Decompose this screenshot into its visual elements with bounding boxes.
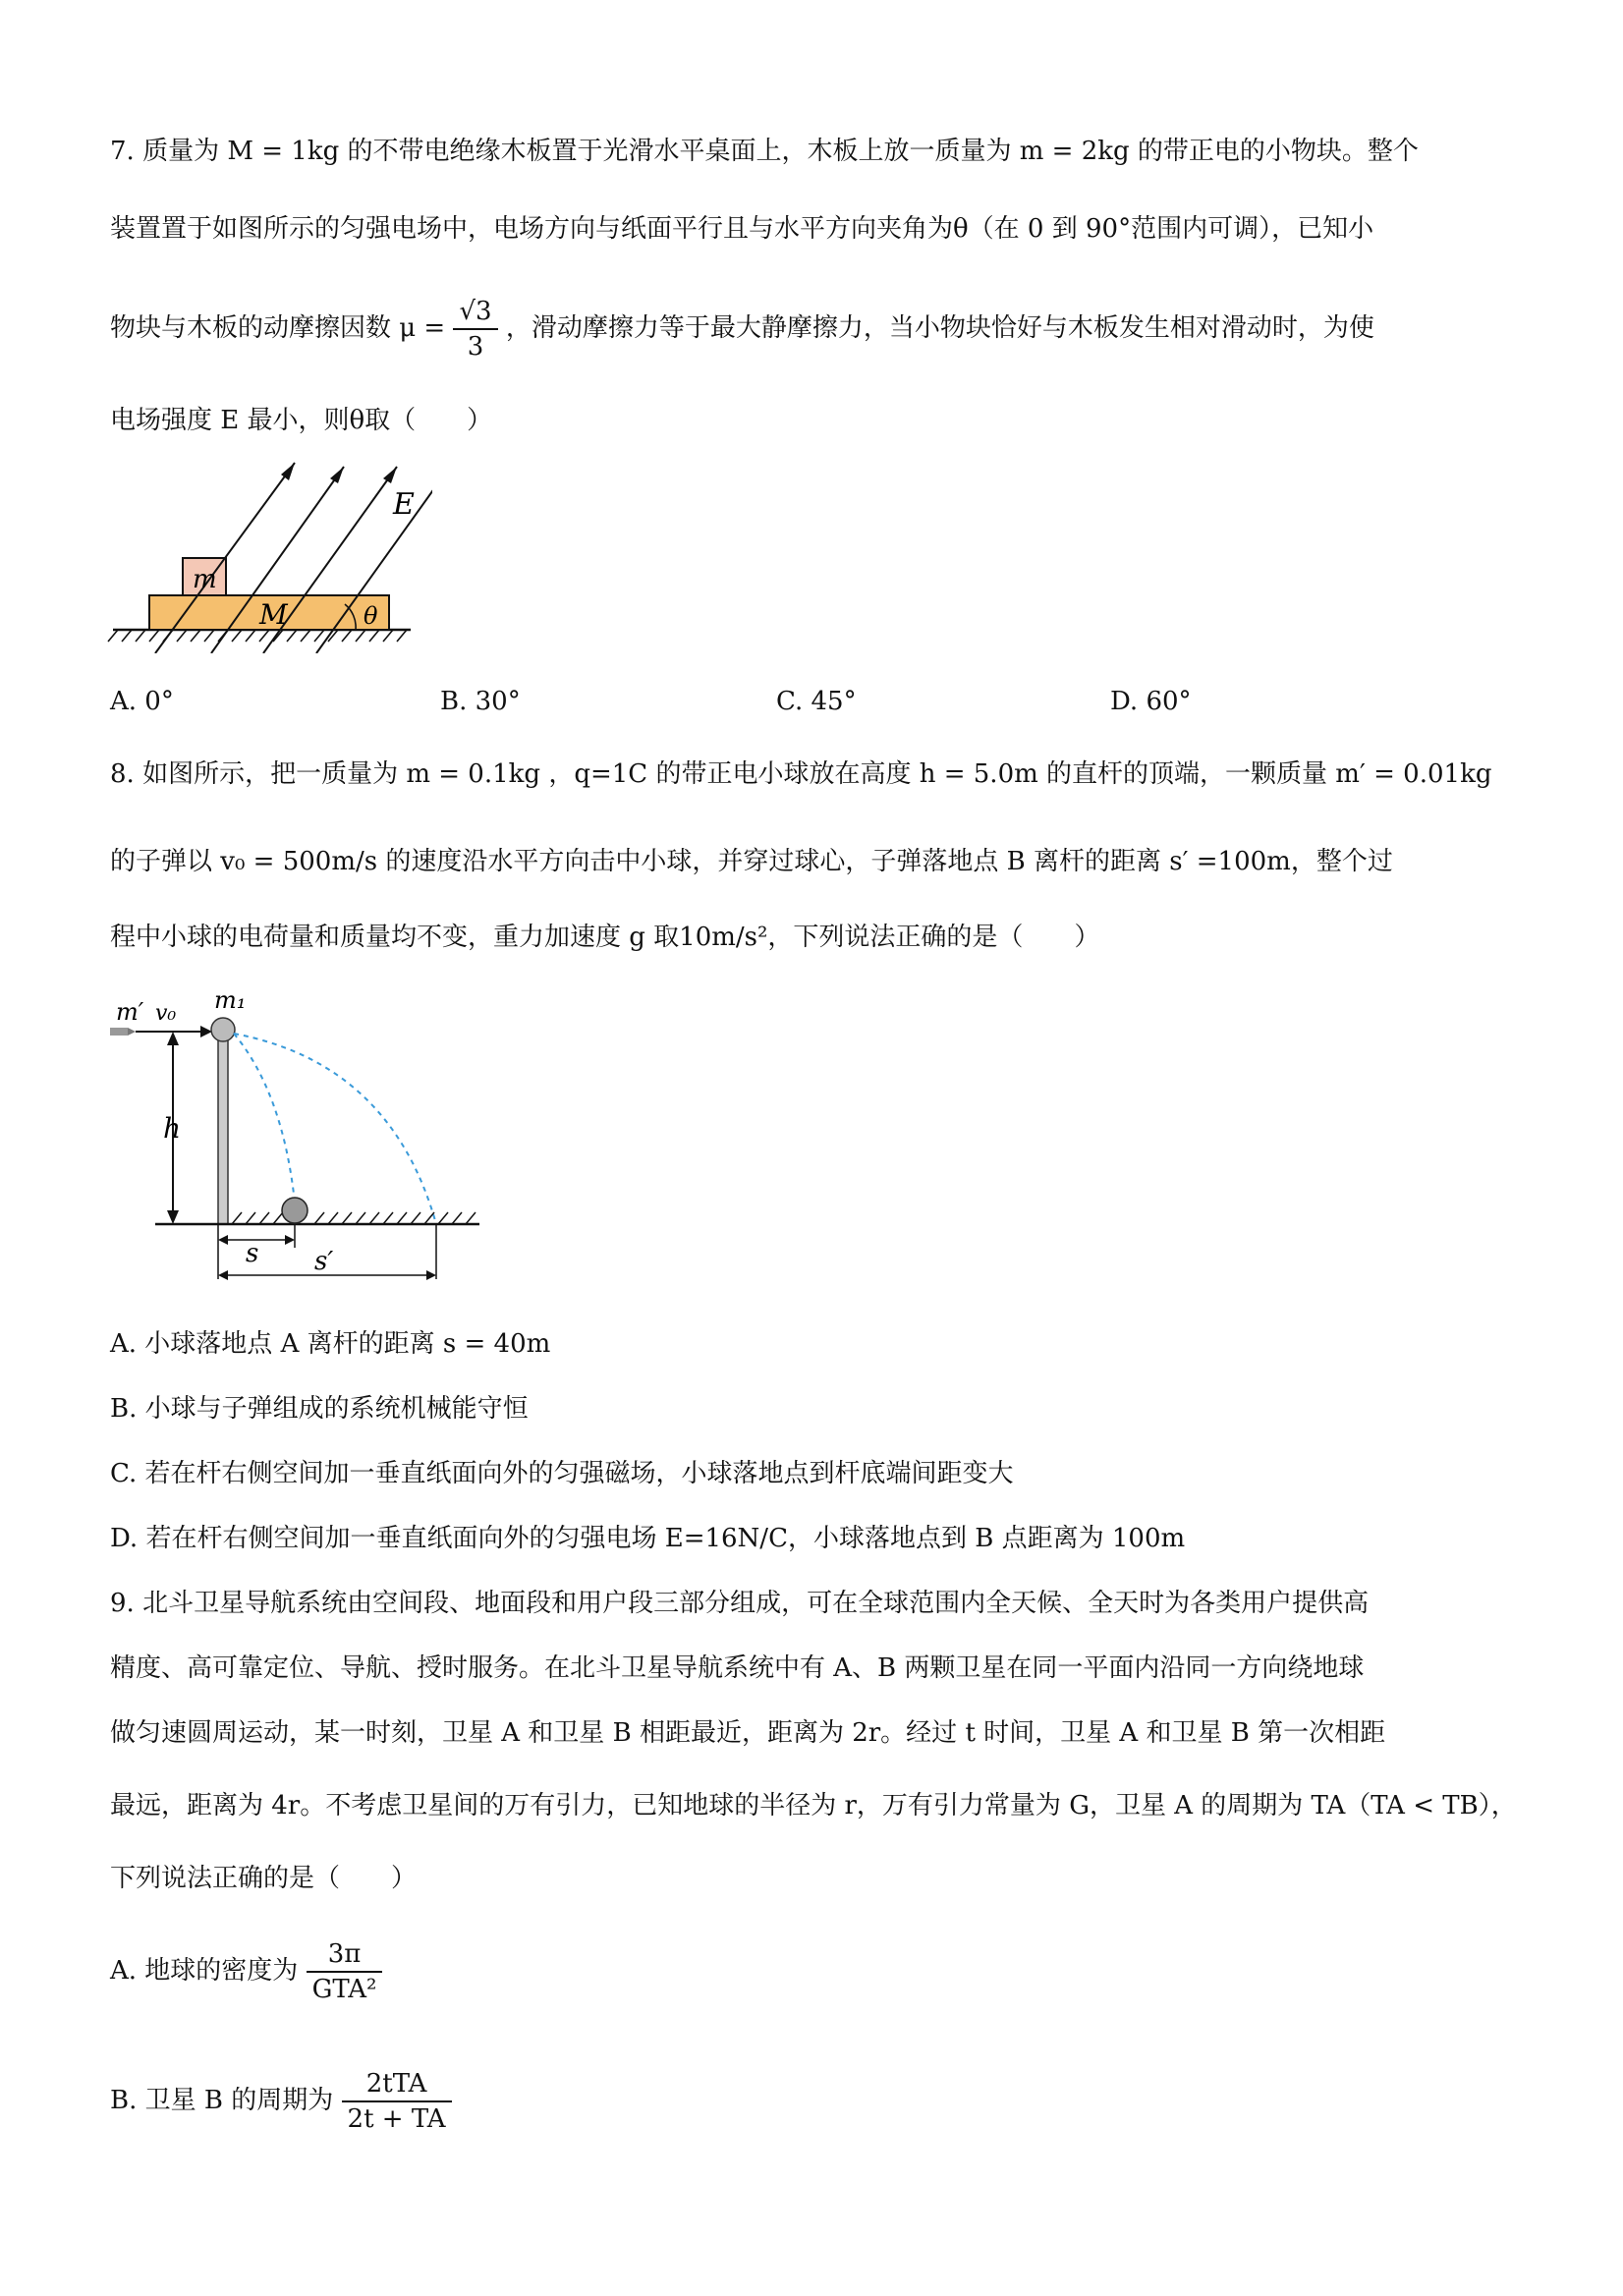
q9-line-5: 下列说法正确的是（ ） [110,1864,418,1893]
ball-trajectory [234,1034,295,1203]
q7-ground-hatch [108,630,407,642]
q8-option-b: B. 小球与子弹组成的系统机械能守恒 [110,1394,529,1424]
q9-line-1: 9. 北斗卫星导航系统由空间段、地面段和用户段三部分组成，可在全球范围内全天候、全天时为各类用户提供高 [110,1589,1370,1618]
q9-line-2: 精度、高可靠定位、导航、授时服务。在北斗卫星导航系统中有 A、B 两颗卫星在同一平面内沿同一方向绕地球 [110,1653,1365,1683]
label-m1: m₁ [214,986,247,1014]
q8-line-3: 程中小球的电荷量和质量均不变，重力加速度 g 取10m/s²，下列说法正确的是（ ） [110,923,1100,952]
period-numerator: 2tTA [342,2067,452,2102]
label-v0: v₀ [155,1001,177,1026]
q9-line-3: 做匀速圆周运动，某一时刻，卫星 A 和卫星 B 相距最近，距离为 2r。经过 t 时间，卫星 A 和卫星 B 第一次相距 [110,1718,1386,1748]
q8-line-1: 8. 如图所示，把一质量为 m = 0.1kg ，q=1C 的带正电小球放在高度 h = 5.0m 的直杆的顶端，一颗质量 m′ = 0.01kg [110,759,1492,789]
q7-line-3 [110,295,1525,364]
density-fraction [307,1937,383,2006]
period-fraction [342,2067,452,2136]
label-m: m [193,565,217,594]
q7-option-c: C. 45° [776,687,857,716]
field-arrowheads [281,463,397,483]
label-s: s [246,1239,259,1268]
q7-line-1: 7. 质量为 M = 1kg 的不带电绝缘木板置于光滑水平桌面上，木板上放一质量为 m = 2kg 的带正电的小物块。整个 [110,137,1419,166]
ball-top [211,1018,235,1041]
q9-option-b [110,2067,452,2136]
label-E: E [393,487,415,522]
mu-fraction [453,295,497,364]
q7-option-a: A. 0° [110,687,174,716]
label-sprime: s′ [314,1247,334,1276]
ball-landed [282,1198,308,1223]
q9-option-b-text: B. 卫星 B 的周期为 [110,2086,334,2115]
label-h: h [163,1112,182,1145]
q9-line-4: 最远，距离为 4r。不考虑卫星间的万有引力，已知地球的半径为 r，万有引力常量为 G，卫星 A 的周期为 TA（TA < TB）， [110,1791,1517,1820]
q8-option-a: A. 小球落地点 A 离杆的距离 s = 40m [110,1329,551,1359]
mu-denominator: 3 [467,332,484,362]
label-theta: θ [364,602,378,630]
bullet-trajectory [234,1034,436,1224]
label-M: M [259,598,288,631]
q9-option-a-text: A. 地球的密度为 [110,1956,299,1986]
density-denominator: GTA² [311,1975,377,2004]
q8-option-c: C. 若在杆右侧空间加一垂直纸面向外的匀强磁场，小球落地点到杆底端间距变大 [110,1459,1014,1488]
q7-option-b: B. 30° [440,687,521,716]
q8-line-2: 的子弹以 v₀ = 500m/s 的速度沿水平方向击中小球，并穿过球心，子弹落地点 B 离杆的距离 s′ =100m，整个过 [110,847,1393,876]
pole [218,1032,228,1224]
label-mprime: m′ [116,998,144,1026]
mu-numerator: √3 [453,295,497,330]
q7-line-3-pre: 物块与木板的动摩擦因数 μ = [110,313,446,343]
density-numerator: 3π [307,1937,383,1973]
q7-line-4: 电场强度 E 最小，则θ取（ ） [110,406,493,435]
bullet [110,1028,128,1036]
q7-line-2: 装置置于如图所示的匀强电场中，电场方向与纸面平行且与水平方向夹角为θ（在 0 到 90°范围内可调），已知小 [110,214,1374,244]
q9-option-a [110,1937,382,2006]
q7-line-3-post: ，滑动摩擦力等于最大静摩擦力，当小物块恰好与木板发生相对滑动时，为使 [505,313,1374,343]
q7-option-d: D. 60° [1110,687,1192,716]
q7-figure [98,447,432,653]
period-denominator: 2t + TA [347,2104,446,2134]
q8-ground-hatch [232,1212,476,1224]
q8-figure [106,984,499,1299]
q8-option-d: D. 若在杆右侧空间加一垂直纸面向外的匀强电场 E=16N/C，小球落地点到 B 点距离为 100m [110,1524,1186,1553]
